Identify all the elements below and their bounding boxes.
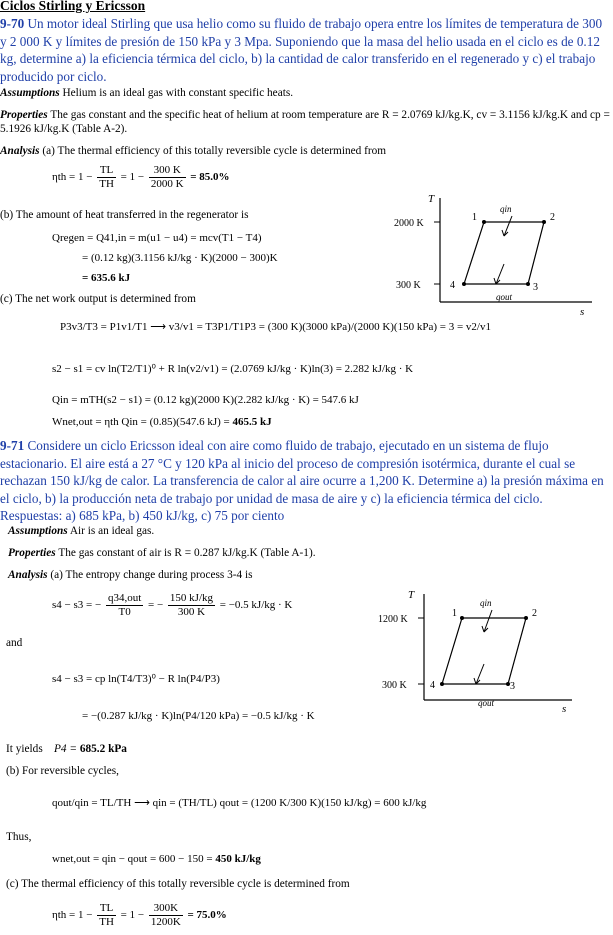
efficiency-equation: ηth = 1 − $\frac{TL}{TH}$ = 1 − $\frac{300 K}{2000 K}$ = 85.0%: [52, 164, 230, 190]
p4-result-line: It yields P4 = 685.2 kPa: [6, 743, 127, 755]
t-high-label: 2000 K: [394, 218, 424, 229]
q-ratio-equation: qout/qin = TL/TH ⟶ qin = (TH/TL) qout = (1200 K/300 K)(150 kJ/kg) = 600 kJ/kg: [52, 797, 427, 809]
point-1: 1: [472, 212, 477, 223]
assumptions-line: Assumptions Air is an ideal gas.: [8, 525, 155, 537]
point-3: 3: [533, 282, 538, 293]
properties-line: Properties The gas constant of air is R = 0.287 kJ/kg.K (Table A-1).: [8, 547, 316, 559]
ts-diagram-stirling: [392, 190, 607, 320]
efficiency-equation: ηth = 1 − $\frac{TL}{TH}$ = 1 − $\frac{300K}{1200K}$ = 75.0%: [52, 902, 227, 928]
entropy-equation: s2 − s1 = cv ln(T2/T1)⁰ + R ln(v2/v1) = (2.0769 kJ/kg · K)ln(3) = 2.282 kJ/kg · K: [52, 363, 414, 375]
part-c-line: (c) The net work output is determined from: [0, 293, 196, 305]
point-2: 2: [550, 212, 555, 223]
qregen-result: = 635.6 kJ: [82, 272, 131, 284]
point-4: 4: [430, 680, 435, 691]
pv-ratio-equation: P3v3/T3 = P1v1/T1 ⟶ v3/v1 = T3P1/T1P3 = (300 K)(3000 kPa)/(2000 K)(150 kPa) = 3 = v2/v1: [60, 321, 491, 333]
part-c-line: (c) The thermal efficiency of this totally reversible cycle is determined from: [6, 878, 350, 890]
t-low-label: 300 K: [396, 280, 421, 291]
wnet-equation: wnet,out = qin − qout = 600 − 150 = 450 kJ/kg: [52, 853, 261, 865]
analysis-a-line: Analysis (a) The entropy change during process 3-4 is: [8, 569, 253, 581]
problem-number: 9-71: [0, 438, 25, 453]
analysis-a-line: Analysis (a) The thermal efficiency of this totally reversible cycle is determined from: [0, 145, 387, 157]
properties-line: Properties The gas constant and the specific heat of helium at room temperature are R = 2.0769 kJ/kg.K, cv = 3.1156 kJ/kg.K and cp = 5.1926 kJ/kg.K (Table A-2).: [0, 109, 610, 135]
q-in-label: qin: [500, 204, 512, 214]
t-low-label: 300 K: [382, 680, 407, 691]
axis-s-label: s: [562, 703, 567, 715]
entropy-substitution: = −(0.287 kJ/kg · K)ln(P4/120 kPa) = −0.5 kJ/kg · K: [82, 710, 315, 722]
qregen-substitution: = (0.12 kg)(3.1156 kJ/kg · K)(2000 − 300)K: [82, 252, 278, 264]
problem-9-70-statement: 9-70 Un motor ideal Stirling que usa helio como su fluido de trabajo opera entre los límites de temperatura de 300 y 2 000 K y límites de presión de 150 kPa y 3 Mpa. Suponiendo que la masa del helio usada en el ciclo es de 0.12 kg, determine a) la eficiencia térmica del ciclo, b) la cantidad de calor transferido en el regenerado y c) el trabajo producido por ciclo.: [0, 16, 603, 84]
thus-label: Thus,: [6, 831, 32, 843]
problem-9-71-statement: 9-71 Considere un ciclo Ericsson ideal con aire como fluido de trabajo, ejecutado en un sistema de flujo estacionario. El aire está a 27 °C y 120 kPa al inicio del proceso de compresión isotérmica, durante el cual se rechazan 150 kJ/kg de calor. La transferencia de calor al aire ocurre a 1,200 K. Determine a) la presión máxima en el ciclo, b) la producción neta de trabajo por unidad de masa de aire y c) la eficiencia térmica del ciclo. Respuestas: a) 685 kPa, b) 450 kJ/kg, c) 75 por ciento: [0, 438, 604, 524]
qin-equation: Qin = mTH(s2 − s1) = (0.12 kg)(2000 K)(2.282 kJ/kg · K) = 547.6 kJ: [52, 394, 359, 406]
point-3: 3: [510, 681, 515, 692]
entropy-change-equation: s4 − s3 = − $\frac{\text{q34,out}}{T0}$ = − $\frac{150 kJ/kg}{300 K}$ = −0.5 kJ/kg · K: [52, 592, 293, 618]
part-b-line: (b) The amount of heat transferred in the regenerator is: [0, 209, 249, 221]
q-in-label: qin: [480, 598, 492, 608]
assumptions-line: Assumptions Helium is an ideal gas with constant specific heats.: [0, 87, 294, 99]
qregen-equation: Qregen = Q41,in = m(u1 − u4) = mcv(T1 − T4): [52, 232, 262, 244]
ts-diagram-ericsson: [376, 586, 576, 716]
q-out-label: qout: [496, 292, 513, 302]
section-title: Ciclos Stirling y Ericsson: [0, 0, 146, 13]
point-4: 4: [450, 280, 455, 291]
entropy-relation-equation: s4 − s3 = cp ln(T4/T3)⁰ − R ln(P4/P3): [52, 673, 220, 685]
point-1: 1: [452, 608, 457, 619]
axis-t-label: T: [428, 193, 435, 205]
wnet-equation: Wnet,out = ηth Qin = (0.85)(547.6 kJ) = 465.5 kJ: [52, 416, 272, 428]
problem-number: 9-70: [0, 16, 25, 31]
and-label: and: [6, 637, 23, 649]
part-b-line: (b) For reversible cycles,: [6, 765, 119, 777]
t-high-label: 1200 K: [378, 614, 408, 625]
axis-t-label: T: [408, 589, 415, 601]
axis-s-label: s: [580, 306, 585, 318]
q-out-label: qout: [478, 698, 495, 708]
point-2: 2: [532, 608, 537, 619]
